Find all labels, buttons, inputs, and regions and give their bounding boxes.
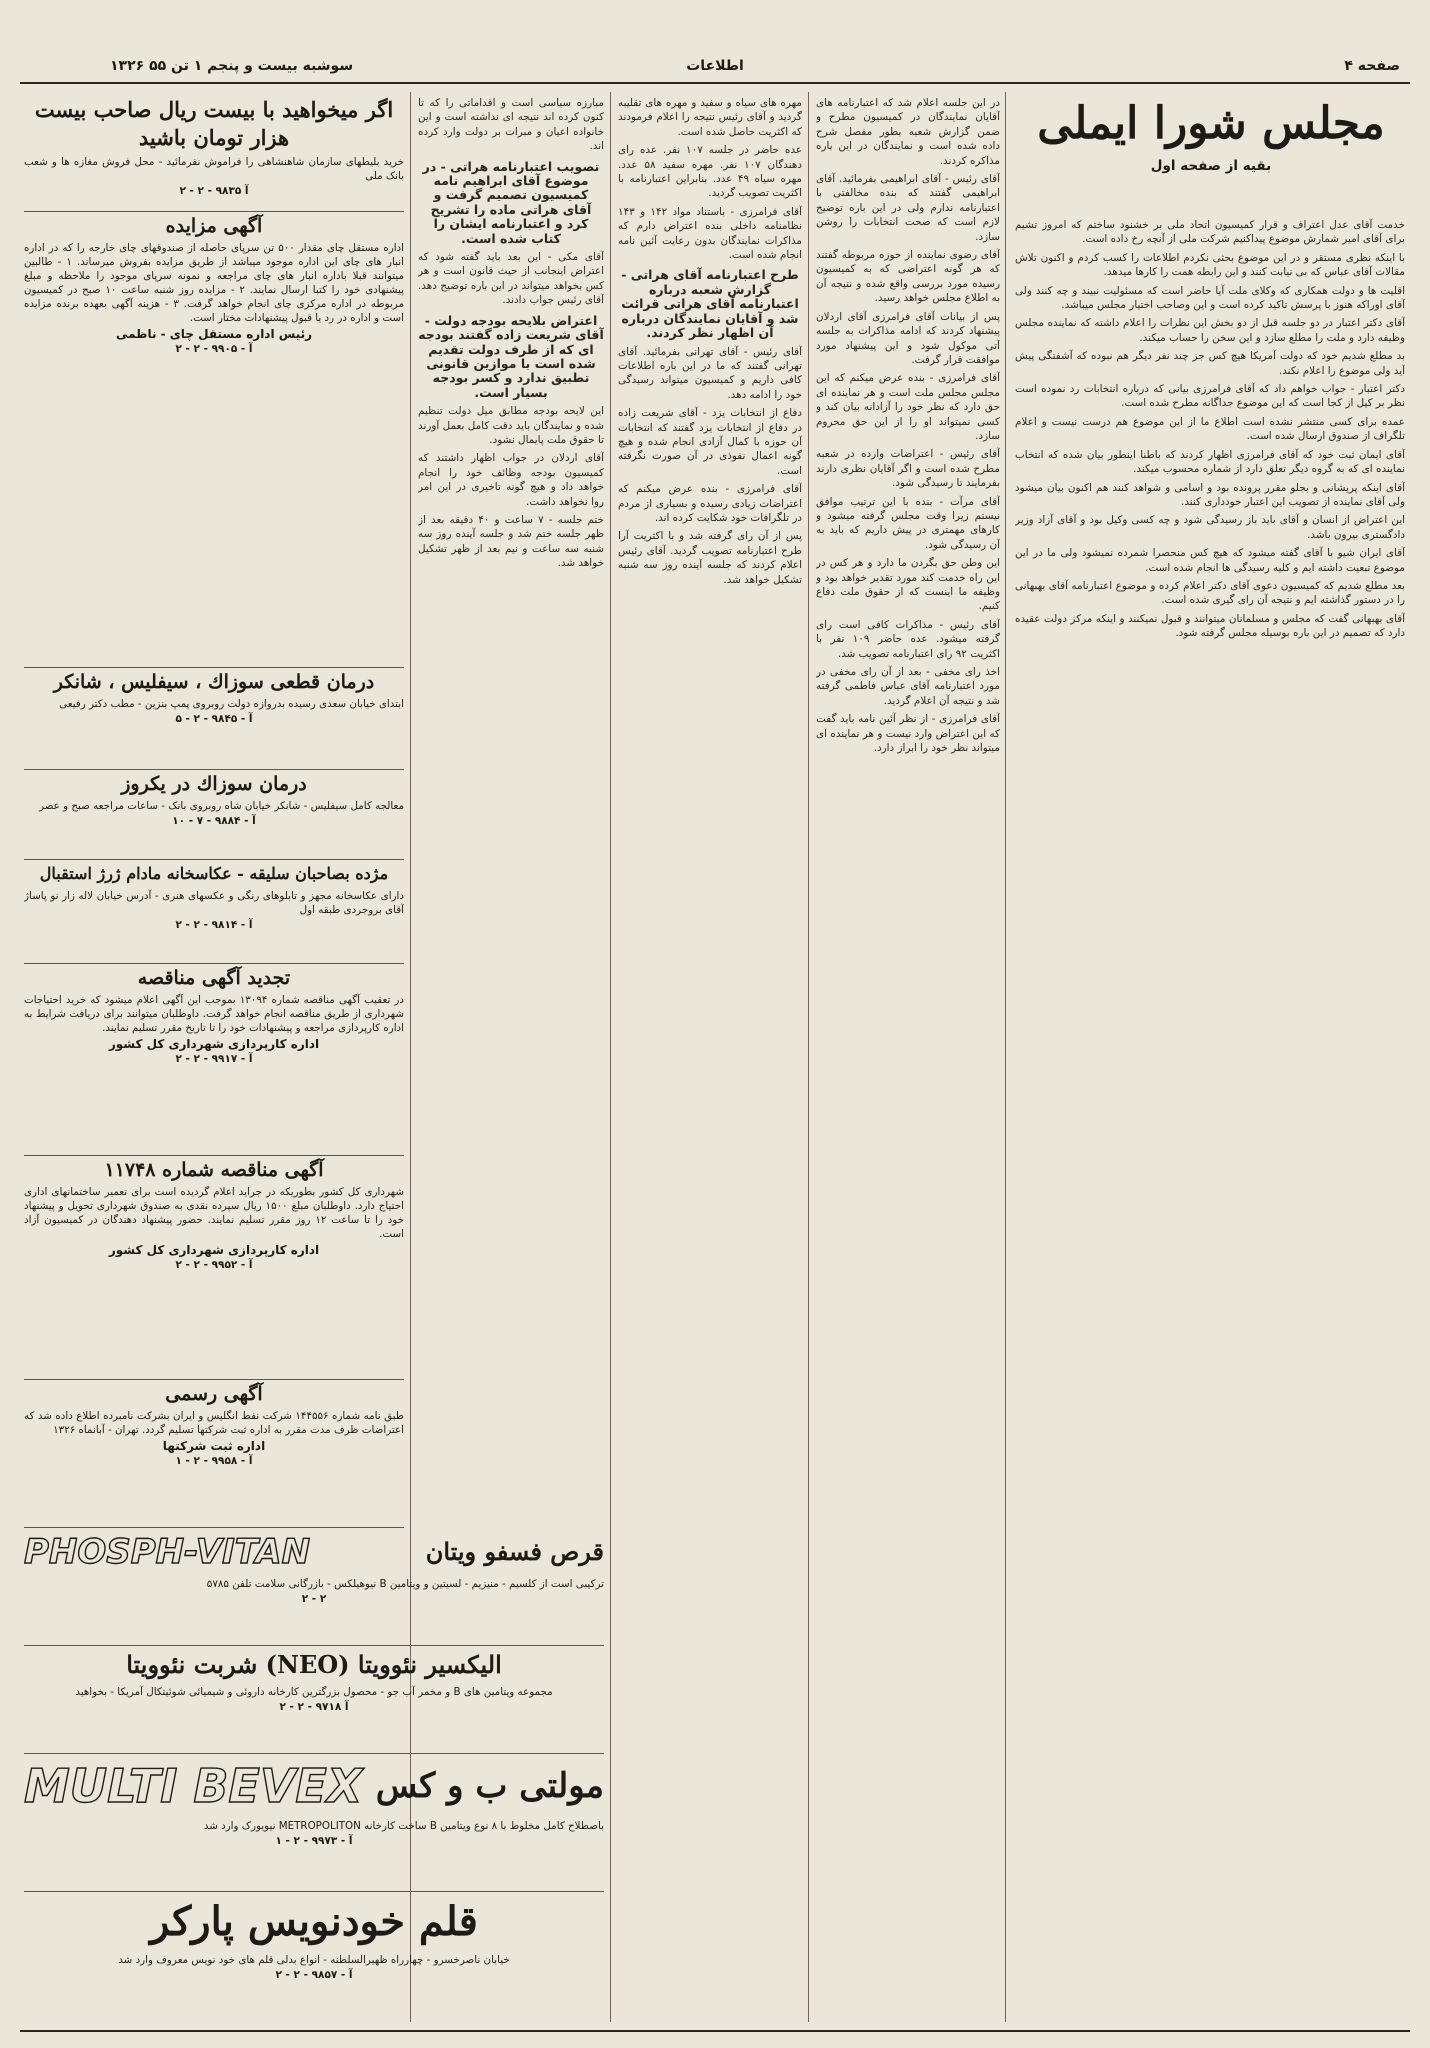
paragraph: آقای ایران شیو با آقای گفته میشود که هیچ کس منحصرا شمرده نمیشود ولی ما در این موضوع تبعیت داشته ایم و کلیه رسیدگی ها انجام شده است. (1015, 547, 1405, 574)
ad-signature: اداره کارپردازی شهرداری کل کشور (108, 1037, 320, 1051)
ad-body: شهرداری کل کشور بطوریکه در جراید اعلام گردیده است برای تعمیر ساختمانهای اداری احتیاج دارد. داوطلبان مبلغ ۱۵۰۰ ریال سپرده نقدی به صندوق شهرداری تحویل و پیشنهاد خود را تا ساعت ۱۲ روز مقرر تسلیم نمایند. حضور پیشنهاد دهندگان در کمیسیون آزاد است. (24, 1186, 404, 1240)
paragraph: آقای اینکه پریشانی و بجلو مقرر پرونده بود و اسامی و شواهد کنند هم اکنون بیان میشود ولی آقای نماینده از تصویب این اعتبار خودداری کنند. (1015, 481, 1405, 508)
ad-signature: اداره کارپردازی شهرداری کل کشور (108, 1243, 320, 1257)
paragraph: آقای رئیس - آقای تهرانی بفرمائید. آقای تهرانی گفتند که ما در این باره اطلاعات کافی داریم و کمیسیون میتواند رسیدگی خود را ادامه دهد. (618, 345, 802, 401)
ad-code: آ - ۹۹۰۵ - ۲ - ۲ (175, 343, 253, 355)
ad-code: آ - ۹۸۴۵ - ۲ - ۵ (175, 713, 253, 725)
article-column-4 (418, 96, 604, 1126)
ad-headline: مولتی ب و کس (375, 1766, 604, 1806)
paragraph: ختم جلسه - ۷ ساعت و ۴۰ دقیقه بعد از ظهر جلسه ختم شد و جلسه آینده روز سه شنبه سه ساعت و نیم بعد از ظهر تشکیل خواهد شد. (418, 513, 604, 570)
ad-body: خیابان ناصرخسرو - چهارراه ظهیرالسلطنه - انواع بدلی قلم های خود نویس معروف وارد شد (118, 1954, 510, 1966)
ad-code: آ - ۹۸۵۷ - ۲ - ۲ (275, 1969, 353, 1981)
ad-code: آ - ۹۹۵۸ - ۲ - ۱ (175, 1455, 253, 1467)
paragraph: دفاع از انتخابات یزد - آقای شریعت زاده در دفاع از انتخابات یزد گفتند که انتخابات آن حوزه با کمال آزادی انجام شده و هیچ گونه اعمال نفوذی در آن صورت نگرفته است. (618, 407, 802, 477)
ad-code: آ - ۹۹۱۷ - ۲ - ۲ (175, 1053, 253, 1065)
ad-headline: تجدید آگهی مناقصه (137, 967, 291, 989)
column-divider (808, 92, 809, 2022)
tender-ad-11748 (24, 1158, 404, 1380)
masthead (20, 54, 1410, 80)
ad-signature: اداره ثبت شرکتها (162, 1439, 266, 1453)
paragraph: آقای فرامرزی - از نظر آئین نامه باید گفت که این اعتراض وارد نیست و هر نماینده ای میتواند نظر خود را ابراز دارد. (816, 713, 1000, 755)
tender-ad-renewal (24, 966, 404, 1156)
paragraph: مهره های سیاه و سفید و مهره های تقلیبه گردید و آقای رئیس نتیجه را اعلام فرمودند که اکثریت حاصل شده است. (618, 97, 802, 138)
paragraph: مبارزه سیاسی است و اقداماتی را که تا کنون کرده اند نتیجه ای نداشته است و این خانواده اعیان و مبرات بر دولت وارد کرده اند. (418, 97, 604, 153)
paragraph: آقای مکی - این بعد باید گفته شود که اعتراض اینجانب از حیث قانون است و هر کس بخواهد میتواند در این باره توضیح دهد. آقای رئیس جواب دادند. (418, 251, 604, 307)
ad-headline: قلم خودنویس پارکر (150, 1898, 478, 1945)
ad-body: طبق نامه شماره ۱۴۴۵۵۶ شرکت نفط انگلیس و ایران بشرکت نامبرده اطلاع داده شد که اعتراضات ظرف مدت مقرر به اداره ثبت شرکتها تسلیم گردد. تهران - آبانماه ۱۳۲۶ (24, 1410, 404, 1436)
ad-body: باصطلاح کامل مخلوط با ۸ نوع ویتامین B ساخت کارخانه METROPOLITON نیویورک وارد شد (203, 1820, 604, 1832)
ad-body: ابتدای خیابان سعدی رسیده بدروازه دولت روبروی پمپ بنزین - مطب دکتر رفیعی (59, 698, 404, 710)
paragraph: این لایحه بودجه مطابق میل دولت تنظیم شده و نمایندگان باید دقت کامل بعمل آورند تا حقوق ملت پایمال نشود. (418, 405, 604, 446)
section-heading: طرح اعتبارنامه آقای هراتی - گزارش شعبه درباره اعتبارنامه آقای هراتی قرائت شد و آقایان نمایندگان درباره آن اظهار نظر کردند. (621, 267, 799, 341)
headline-subtitle: بقیه از صفحه اول (1150, 158, 1272, 174)
lottery-ad (24, 96, 404, 212)
paragraph: آقای رضوی نماینده از حوزه مربوطه گفتند که هر گونه اعتراضی که به کمیسیون رسیده مورد بررسی واقع شده و نتیجه آن به اطلاع مجلس خواهد رسید. (816, 249, 1000, 305)
headline-title: مجلس شورا ایملی (1037, 98, 1385, 149)
ad-body: در تعقیب آگهی مناقصه شماره ۱۳۰۹۴ بموجب این آگهی اعلام میشود که خرید احتیاجات شهرداری از طریق مناقصه انجام خواهد گرفت. داوطلبان میتوانند برای دریافت شرایط به اداره کارپردازی مراجعه و پیشنهادات خود را تا تاریخ مقرر تسلیم نمایند. (24, 994, 404, 1034)
ad-body: دارای عکاسخانه مجهز و تابلوهای رنگی و عکسهای هنری - آدرس خیابان لاله زار نو پاساژ آقای بروجردی طبقه اول (24, 890, 404, 916)
ad-code: آ - ۹۹۷۳ - ۲ - ۱ (275, 1835, 353, 1847)
ad-code: آ ۹۷۱۸ - ۲ - ۲ (279, 1701, 349, 1713)
paragraph: خدمت آقای عدل اعتراف و قرار کمیسیون اتحاد ملی بر خشنود ساختم که امروز تشیم برای آقای امیر شمارش موضوع پیداکنیم شرکت ملی از آنچه رخ داده است. (1015, 219, 1405, 246)
ad-headline: آگهی رسمی (165, 1383, 263, 1405)
ad-body: مجموعه ویتامین های B و مخمر آب جو - محصول بزرگترین کارخانه داروئی و شیمیائی شوئیتکال آمریکا - بخواهید (75, 1686, 553, 1698)
clinic-ad-2 (24, 772, 404, 860)
ad-code: آ - ۹۸۱۴ - ۲ - ۲ (175, 919, 253, 931)
article-column-3 (618, 96, 802, 2026)
paragraph: عده حاضر در جلسه ۱۰۷ نفر. عده رای دهندگان ۱۰۷ نفر. مهره سفید ۵۸ عدد. مهره سیاه ۴۹ عدد. بنابراین اعتبارنامه با اکثریت تصویب گردید. (618, 144, 802, 200)
paragraph: آقای فرامرزی - باستناد مواد ۱۴۲ و ۱۴۳ نظامنامه داخلی بنده اعتراض دارم که مذاکرات نمایندگان بدون رعایت آئین نامه انجام شده است. (618, 205, 802, 262)
paragraph: بد مطلع شدیم خود که دولت آمریکا هیچ کس جز چند نفر دیگر هم نبوده که آشفتگی پیش آید ولی موضوع را اعلام نکند. (1015, 350, 1405, 377)
brand-latin: MULTI BEVEX (24, 1759, 363, 1813)
paragraph: آقای اردلان در جواب اظهار داشتند که کمیسیون بودجه وظائف خود را انجام خواهد داد و هیچ گونه تاخیری در این امر روا نخواهد داشت. (418, 452, 604, 508)
clinic-ad (24, 670, 404, 770)
paragraph: آقای مرآت - بنده با این ترتیب موافق نیستم زیرا وقت مجلس گرفته میشود و کارهای مهمتری در پیش داریم که باید به آن رسیدگی شود. (816, 495, 1000, 551)
paragraph: پس از آن رای گرفته شد و با اکثریت آرا طرح اعتبارنامه تصویب گردید. آقای رئیس اعلام کردند که جلسه آینده روز سه شنبه تشکیل خواهد شد. (618, 530, 802, 586)
paragraph: آقای ایمان ثبت خود که آقای فرامرزی اظهار کردند که باطنا اینطور بیان شده که انتخاب نماینده ای که به گروه دیگر تعلق دارد از شماره محسوب میکند. (1015, 448, 1405, 476)
ad-headline: الیکسیر نئوویتا (NEO) شربت نئوویتا (126, 1650, 502, 1679)
paragraph: آقای بهبهانی گفت که مجلس و مسلمانان میتوانند و قبول نمیکنند و اینکه مرکز دولت عقیده دارد که تصمیم در این باره بوسیله مجلس گرفته شود. (1015, 612, 1405, 640)
paragraph: بعد مطلع شدیم که کمیسیون دعوی آقای دکتر اعلام کرده و موضوع اعتبارنامه آقای بهبهانی را در دستور گذاشته ایم و نتیجه آن رای گیری شده است. (1015, 579, 1405, 607)
ad-body: معالجه کامل سیفلیس - شانکر خیابان شاه روبروی بانک - ساعات مراجعه صبح و عصر (39, 800, 404, 812)
section-heading: تصویب اعتبارنامه هراتی - در موضوع آقای ابراهیم نامه کمیسیون تصمیم گرفت و آقای هراتی ماده را تشریح کرد و اعتبارنامه ایشان را کتاب شده است. (422, 158, 600, 246)
paragraph: اقلیت ها و دولت همکاری که وکلای ملت آیا حاضر است که مسئولیت نبیند و چه کنند ولی آقای اوراکه هنوز با پرسش تاکید کرده است و این وصاحب اختیار مجلس میباشد. (1015, 284, 1405, 312)
issue-date: سوشبه بیست و پنجم ۱ تن ۵۵ ۱۳۲۶ (110, 58, 354, 74)
ad-headline: قرص فسفو ویتان (425, 1537, 604, 1566)
article-headline (1012, 96, 1410, 218)
ad-headline: اگر میخواهید با بیست ریال صاحب بیست هزار تومان باشید (34, 97, 394, 150)
ad-headline: مژده بصاحبان سلیقه - عکاسخانه مادام ژرژ استقبال (39, 864, 389, 883)
newspaper-name: اطلاعات (686, 58, 744, 74)
ad-body: ترکیبی است از کلسیم - منیزیم - لسیتین و ویتامین B نیوهیلکس - بازرگانی سلامت تلفن ۵۷۸۵ (206, 1578, 604, 1590)
phosph-vitan-ad (24, 1530, 604, 1646)
paragraph: این وطن حق بگردن ما دارد و هر کس در این راه خدمت کند مورد تقدیر خواهد بود و وظیفه ما اینست که از حقوق ملت دفاع کنیم. (816, 557, 1000, 613)
paragraph: در این جلسه اعلام شد که اعتبارنامه های آقایان نمایندگان در کمیسیون مطرح و ضمن گزارش شعبه بطور مفصل شرح داده شده است و نمایندگان در این باره مذاکره کردند. (816, 97, 1000, 167)
paragraph: آقای فرامرزی - بنده عرض میکنم که اعتراضات زیادی رسیده و بسیاری از مردم در تلگرافات خود شکایت کرده اند. (618, 483, 802, 524)
column-divider (1005, 92, 1006, 2022)
paragraph: آقای رئیس - آقای ابراهیمی بفرمائید. آقای ابراهیمی گفتند که بنده مخالفتی با اعتبارنامه ندارم ولی در این باره توضیح لازم است که صحت انتخابات را روشن سازد. (816, 173, 1000, 243)
ad-headline: آگهی مزایده (165, 215, 263, 237)
ad-body: اداره مستقل چای مقدار ۵۰۰ تن سرپای حاصله از صندوقهای چای خارجه را که در اداره انبار های چای این اداره موجود میباشد از طریق مزایده بفروش میرساند. ۱ - طالبین میتوانند قبلا باداره انبار های چای مراجعه و نمونه سرپای موجود را ملاحظه و مبلغ پیشنهادی خود را کتبا ارسال نمایند. ۲ - مزایده روز شنبه ساعت ۱۰ صبح در کمیسیون مربوطه در اداره مرکزی چای انجام خواهد گرفت. ۳ - هزینه آگهی بعهده برنده مزایده است و اداره در رد یا قبول پیشنهادات مختار است. (24, 242, 404, 324)
ad-code: آ - ۹۹۵۲ - ۲ - ۲ (175, 1259, 253, 1271)
neovita-ad (24, 1648, 604, 1754)
paragraph: آقای دکتر اعتبار در دو جلسه قبل از دو بخش این نظرات را اعلام داشته که نماینده مجلس وظیفه دارد و ملت را مطلع سازد و این سخن را حساب میکند. (1015, 317, 1405, 344)
ad-headline: درمان سوزاك در یکروز (121, 773, 307, 795)
page-number: صفحه ۴ (1344, 58, 1400, 74)
paragraph: عمده برای کسی منتشر نشده است اطلاع ما از این موضوع هم درست نیست و اعلام تلگراف از صندوق ارسال شده است. (1015, 415, 1405, 443)
ad-headline: درمان قطعی سوزاك ، سیفلیس ، شانکر (53, 671, 375, 693)
brand-latin: PHOSPH-VITAN (24, 1532, 311, 1572)
ad-code: ۲ - ۲ (301, 1593, 327, 1605)
paragraph: دکتر اعتبار - جواب خواهم داد که آقای فرامرزی بیانی که درباره انتخابات رد نموده است نظر بر کیل از کجا است که این موضوع جداگانه مطرح شده است. (1015, 383, 1405, 410)
ad-headline: آگهی مناقصه شماره ۱۱۷۴۸ (104, 1159, 324, 1181)
masthead-rule (20, 82, 1410, 84)
multi-bevex-ad (24, 1756, 604, 1892)
article-column-2 (816, 96, 1000, 2026)
paragraph: پس از بیانات آقای فرامرزی آقای اردلان پیشنهاد کردند که ادامه مذاکرات به جلسه آتی موکول شود و این پیشنهاد مورد موافقت قرار گرفت. (816, 310, 1000, 366)
paragraph: آقای رئیس - اعتراضات وارده در شعبه مطرح شده است و اگر آقایان نظری دارند بفرمایند تا رسیدگی شود. (816, 448, 1000, 490)
ad-body: خرید بلیطهای سازمان شاهنشاهی را فراموش نفرمائید - محل فروش مغازه ها و شعب بانک ملی (24, 156, 404, 182)
tender-ad-tea (24, 214, 404, 668)
ad-code: آ - ۹۸۸۴ - ۷ - ۱۰ (172, 815, 256, 827)
photo-studio-ad (24, 862, 404, 964)
column-divider (610, 92, 611, 2022)
article-column-1 (1015, 218, 1405, 2026)
section-heading: اعتراض بلایحه بودجه دولت - آقای شریعت زاده گفتند بودجه ای که از طرف دولت تقدیم شده است با موازین قانونی تطبیق ندارد و کسر بودجه بسیار است. (418, 312, 604, 400)
parker-pen-ad (24, 1894, 604, 2022)
ad-code: آ ۹۸۳۵ - ۲ - ۲ (179, 185, 249, 197)
paragraph: این اعتراض از انسان و آقای باید باز رسیدگی شود و چه کسی وکیل بود و آقای آزاد وزیر دادگستری بیرون باشد. (1015, 514, 1405, 541)
paragraph: اخذ رای مخفی - بعد از آن رای مخفی در مورد اعتبارنامه آقای عباس فاطمی گرفته شد و نتیجه آن اعلام گردید. (816, 666, 1000, 707)
footer-rule (20, 2030, 1410, 2032)
paragraph: آقای فرامرزی - بنده عرض میکنم که این مجلس مجلس ملت است و هر نماینده ای حق دارد که نظر خود را آزادانه بیان کند و کسی نمیتواند او را از این حق محروم سازد. (816, 372, 1000, 442)
official-notice (24, 1382, 404, 1528)
ad-signature: رئیس اداره مستقل چای - ناظمی (115, 327, 313, 341)
paragraph: با اینکه نظری مستقر و در این موضوع بحثی نکردم اطلاعات را کسب کردم و اکنون تلاش مقالات آقای عباس که بی نیابت کنند و این رابطه همت را کارها میدهد. (1015, 251, 1405, 279)
paragraph: آقای رئیس - مذاکرات کافی است رای گرفته میشود. عده حاضر ۱۰۹ نفر با اکثریت ۹۲ رای اعتبارنامه تصویب شد. (816, 618, 1000, 660)
